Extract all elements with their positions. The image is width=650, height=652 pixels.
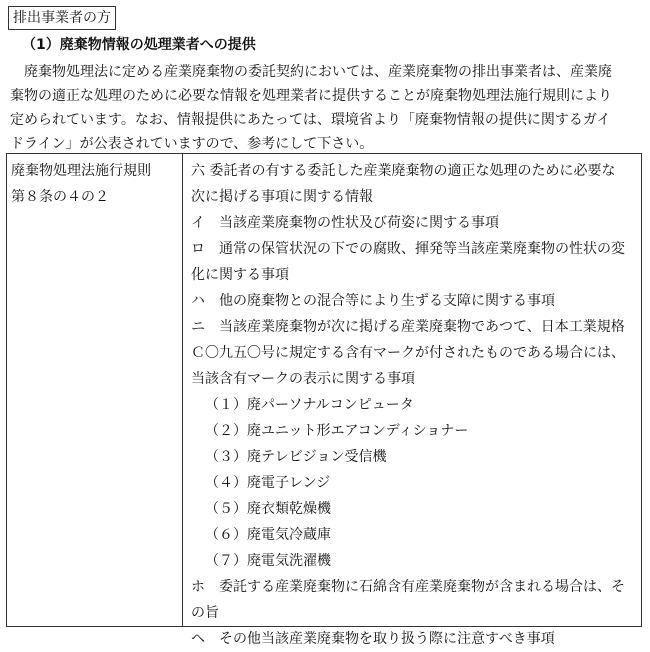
content-line: （１）廃パーソナルコンピュータ bbox=[205, 397, 414, 413]
regulation-source-cell bbox=[11, 158, 171, 210]
regulation-table bbox=[6, 153, 642, 647]
table-column-divider bbox=[182, 154, 183, 626]
regulation-article: 第８条の４の２ bbox=[11, 189, 109, 205]
intro-line: 棄物の適正な処理のために必要な情報を処理業者に提供することが廃棄物処理法施行規則により bbox=[10, 88, 612, 104]
content-line: Ｃ〇九五〇号に規定する含有マークが付されたものである場合には、 bbox=[191, 345, 625, 361]
content-line: （６）廃電気冷蔵庫 bbox=[205, 527, 331, 543]
intro-paragraph bbox=[10, 60, 642, 156]
content-line: （３）廃テレビジョン受信機 bbox=[205, 449, 387, 465]
content-line: ニ 当該産業廃棄物が次に掲げる産業廃棄物であつて、日本工業規格 bbox=[191, 319, 625, 335]
content-line: ヘ その他当該産業廃棄物を取り扱う際に注意すべき事項 bbox=[191, 631, 555, 647]
content-line: 当該含有マークの表示に関する事項 bbox=[191, 371, 415, 387]
content-line: （５）廃衣類乾燥機 bbox=[205, 501, 331, 517]
intro-line: 廃棄物処理法に定める産業廃棄物の委託契約においては、産業廃棄物の排出事業者は、産業廃 bbox=[10, 64, 612, 80]
subheading: （1）廃棄物情報の処理業者への提供 bbox=[22, 37, 256, 53]
content-line: の旨 bbox=[191, 605, 219, 621]
section-label-box bbox=[8, 6, 116, 30]
content-line: （２）廃ユニット形エアコンディショナー bbox=[205, 423, 469, 439]
regulation-content-cell bbox=[191, 158, 637, 652]
content-line: 化に関する事項 bbox=[191, 267, 289, 283]
content-line: ロ 通常の保管状況の下での腐敗、揮発等当該産業廃棄物の性状の変 bbox=[191, 241, 625, 257]
content-line: ハ 他の廃棄物との混合等により生ずる支障に関する事項 bbox=[191, 293, 555, 309]
content-line: イ 当該産業廃棄物の性状及び荷姿に関する事項 bbox=[191, 215, 499, 231]
regulation-name: 廃棄物処理法施行規則 bbox=[11, 163, 151, 179]
section-label: 排出事業者の方 bbox=[13, 10, 111, 26]
content-line: 六 委託者の有する委託した産業廃棄物の適正な処理のために必要な bbox=[191, 163, 616, 179]
content-line: （４）廃電子レンジ bbox=[205, 475, 331, 491]
content-line: 次に掲げる事項に関する情報 bbox=[191, 189, 373, 205]
intro-line: 定められています。なお、情報提供にあたっては、環境省より「廃棄物情報の提供に関するガイ bbox=[10, 112, 611, 128]
intro-line: ドライン」が公表されていますので、参考にして下さい。 bbox=[10, 136, 374, 152]
content-line: （７）廃電気洗濯機 bbox=[205, 553, 331, 569]
content-line: ホ 委託する産業廃棄物に石綿含有産業廃棄物が含まれる場合は、そ bbox=[191, 579, 625, 595]
